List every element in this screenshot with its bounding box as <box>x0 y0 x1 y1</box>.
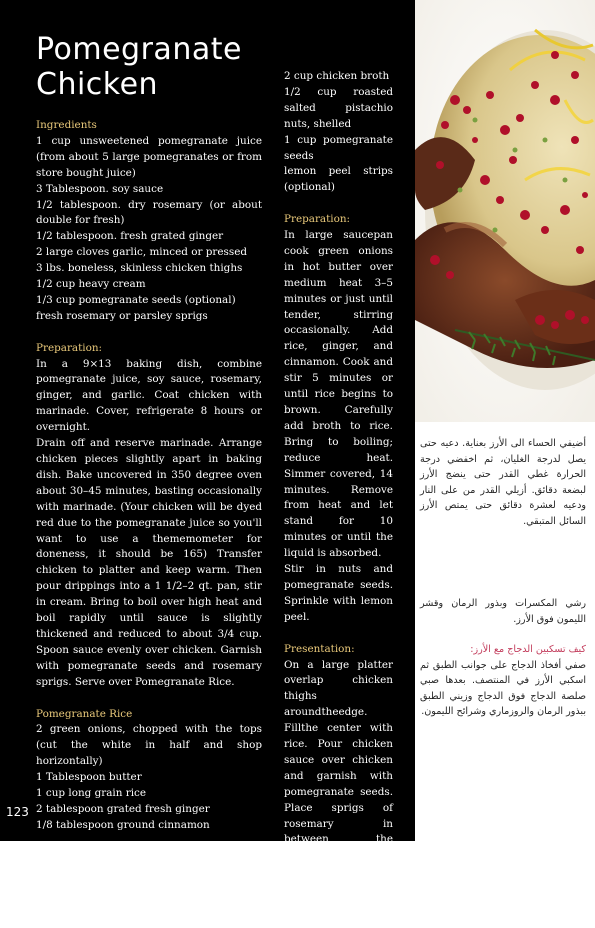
ingredient-item: 1/2 tablespoon. dry rosemary (or about double for fresh) <box>36 198 262 227</box>
arabic-paragraph-2: رشي المكسرات وبذور الرمان وقشر الليمون فوق الأرز. <box>420 598 586 625</box>
rice-preparation-text-2: Stir in nuts and pomegranate seeds. Sprinkle with lemon peel. <box>284 563 393 623</box>
ingredient-item: 1/2 tablespoon. fresh grated ginger <box>36 230 224 243</box>
arabic-paragraph-1: أضيفي الحساء الى الأرز بعناية. دعيه حتى يصل لدرجة الغليان، ثم اخفضي درجة الحرارة غطي القدر حتى ينضج الأرز لبضعة دقائق. أزيلي القدر من على النار ودعيه لعشرة دقائق حتى يمتص الأرز السائل المتبقي. <box>420 438 586 527</box>
rice-item: 2 cup chicken broth <box>284 70 390 82</box>
rice-item: 1/2 cup roasted salted pistachio nuts, shelled <box>284 85 393 130</box>
arabic-heading: كيف تسكبين الدجاج مع الأرز: <box>470 644 586 655</box>
rice-item: lemon peel strips (optional) <box>284 165 393 194</box>
arabic-presentation <box>420 642 586 720</box>
column-left <box>36 118 262 834</box>
ingredients-heading: Ingredients <box>36 119 97 131</box>
rice-item: 1 cup long grain rice <box>36 787 146 800</box>
rice-item: 2 tablespoon grated fresh ginger <box>36 802 210 815</box>
arabic-paragraph-3: صفي أفخاذ الدجاج على جوانب الطبق ثم اسكبي الأرز في المنتصف. بعدها صبي صلصة الدجاج فوق الدجاج وزيني الطبق ببذور الرمان والروزماري وشرائح الليمون. <box>420 659 586 717</box>
ingredient-item: 3 Tablespoon. soy sauce <box>36 182 164 195</box>
ingredient-item: 1 cup unsweetened pomegranate juice (from about 5 large pomegranates or from store bought juice) <box>36 134 262 179</box>
rice-item: 1 cup pomegranate seeds <box>284 133 393 162</box>
ingredient-item: 3 lbs. boneless, skinless chicken thighs <box>36 262 243 275</box>
rice-heading: Pomegranate Rice <box>36 707 133 720</box>
column-right <box>284 69 393 928</box>
title-line-2: Chicken <box>36 67 159 102</box>
ingredient-item: 1/2 cup heavy cream <box>36 278 146 291</box>
food-photo <box>415 0 595 422</box>
rice-item: 2 green onions, chopped with the tops (cut the white in half and shop horizontally) <box>36 723 262 768</box>
rice-item: 1 Tablespoon butter <box>36 771 142 784</box>
presentation-heading: Presentation: <box>284 642 355 655</box>
ingredient-item: 2 large cloves garlic, minced or pressed <box>36 246 247 259</box>
ingredient-item: 1/3 cup pomegranate seeds (optional) <box>36 293 236 306</box>
preparation-paragraph: Drain off and reserve marinade. Arrange chicken pieces slightly apart in baking dish. Bake uncovered in 350 degree oven about 30–45 minutes, basting occasionally with marinade. (Your chicken will be dyed red due to the pomegranate juice so you'll want to use a thememometer for doneness, it should be 165) Transfer chicken to platter and keep warm. Then pour drippings into a 1 1/2–2 qt. pan, stir in cream. Bring to boil over high heat and boil rapidly until sauce is slightly thickened and reduced to about 3/4 cup. Spoon sauce evenly over chicken. Garnish with pomegranate seeds and rosemary sprigs. Serve over Pomegranate Rice. <box>36 437 262 688</box>
ingredient-item: fresh rosemary or parsley sprigs <box>36 309 208 322</box>
preparation-heading: Preparation: <box>36 341 103 354</box>
presentation-text: On a large platter overlap chicken thighs aroundtheedge. Fillthe center with rice. Pour chicken sauce over chicken and garnish with pomegranate seeds. Place sprigs of rosemary in between the chicken thighs and one in the center of the rice. Place lemon strips on top of rice. <box>284 658 393 925</box>
rice-preparation-text: In large saucepan cook green onions in hot butter over medium heat 3–5 minutes or just until tender, stirring occasionally. Add rice, ginger, and cinnamon. Cook and stir 5 minutes or until rice begins to brown. Carefully add broth to rice. Bring to boiling; reduce heat. Simmer covered, 14 minutes. Remove from heat and let stand for 10 minutes or until the liquid is absorbed. <box>284 229 393 560</box>
preparation-paragraph: In a 9×13 baking dish, combine pomegranate juice, soy sauce, rosemary, ginger, and garlic. Coat chicken with marinade. Cover, refrigerate 8 hours or overnight. <box>36 357 262 434</box>
rice-item: 1/8 tablespoon ground cinnamon <box>36 818 210 831</box>
page-number: 123 <box>6 805 29 819</box>
page-title <box>36 32 242 102</box>
title-line-1: Pomegranate <box>36 32 242 67</box>
rice-preparation-heading: Preparation: <box>284 213 351 226</box>
